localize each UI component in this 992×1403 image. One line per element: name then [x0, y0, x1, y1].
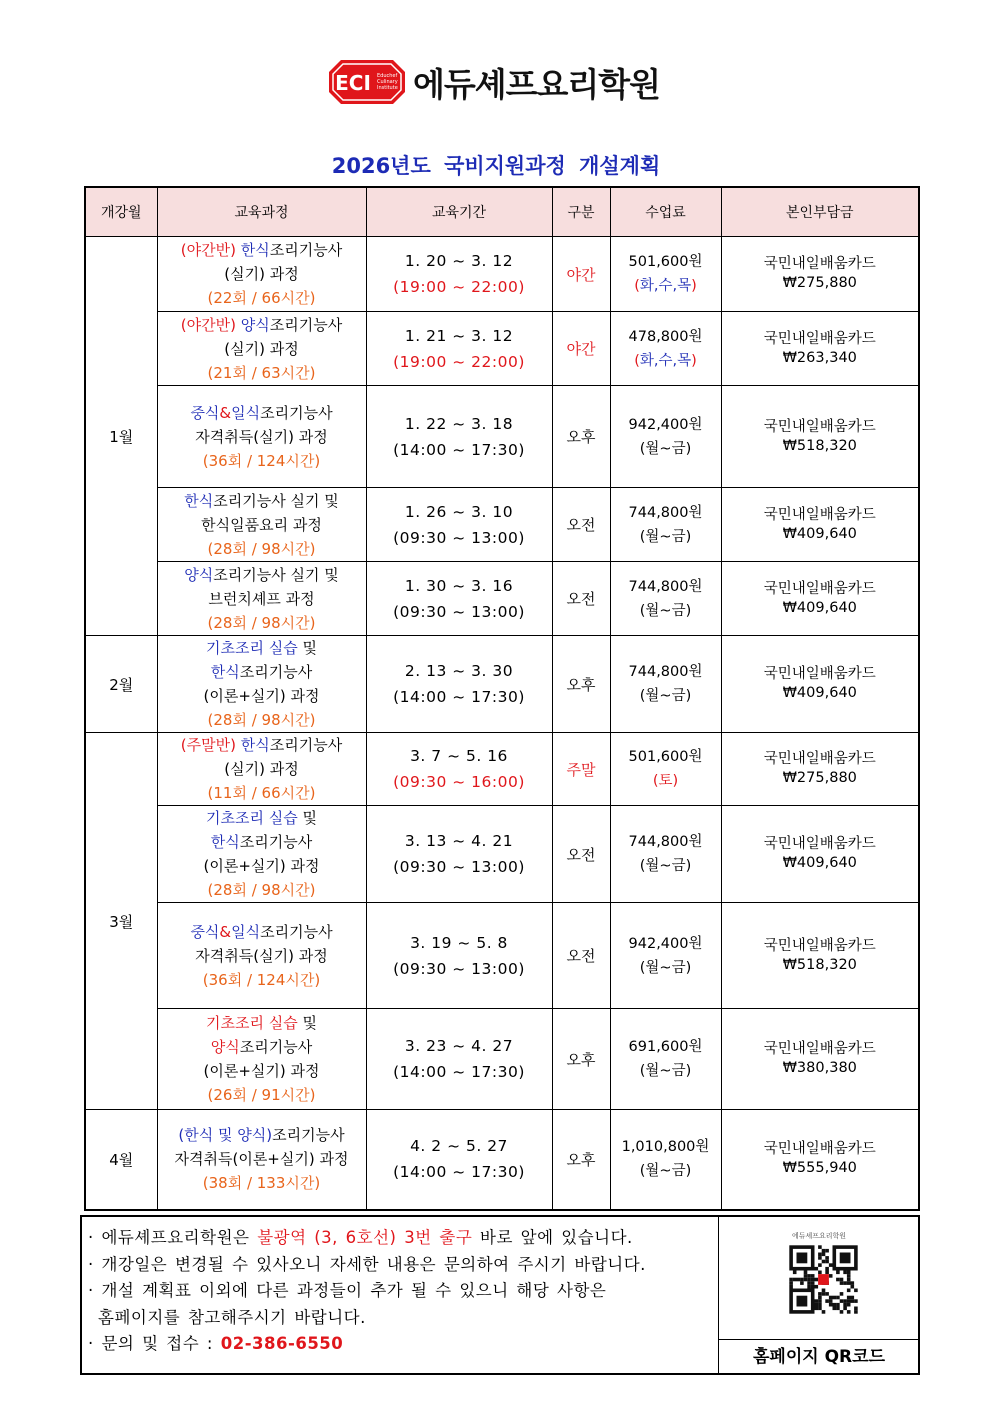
course-text: (11회 / 66시간)	[207, 784, 316, 802]
course-cell	[157, 237, 366, 312]
burden-cell	[721, 312, 919, 386]
card-label: 국민내일배움카드	[763, 330, 876, 347]
course-text: 일식	[231, 403, 261, 422]
period-dates: 2. 13 ~ 3. 30	[404, 662, 514, 680]
fee-cell	[610, 562, 721, 636]
period-time: (09:30 ~ 13:00)	[393, 959, 525, 978]
class-type-cell: 야간	[552, 312, 610, 386]
fee-cell	[610, 488, 721, 562]
course-cell	[157, 636, 366, 733]
month-cell: 2월	[85, 636, 157, 733]
course-line	[158, 708, 366, 732]
fee-cell	[610, 237, 721, 312]
course-text: 한식	[240, 736, 270, 754]
period-dates: 1. 20 ~ 3. 12	[404, 252, 514, 270]
period-dates: 1. 26 ~ 3. 10	[404, 502, 514, 521]
note-location	[88, 1225, 708, 1252]
course-text: 중식	[190, 403, 220, 422]
course-text: (21회 / 63시간)	[207, 363, 316, 382]
table-header-row	[85, 187, 919, 237]
course-text: (28회 / 98시간)	[207, 613, 316, 632]
class-days: (월~금)	[639, 858, 692, 874]
period-dates: 3. 13 ~ 4. 21	[404, 832, 514, 850]
course-line	[158, 449, 366, 473]
course-line	[158, 1123, 366, 1147]
course-cell	[157, 733, 366, 806]
burden-cell	[721, 1009, 919, 1110]
table-row	[85, 1009, 919, 1110]
period-cell	[366, 636, 552, 733]
fee-amount: 501,600원	[628, 254, 703, 270]
course-line	[158, 587, 366, 611]
card-label: 국민내일배움카드	[763, 666, 876, 682]
header-cell: 교육기간	[366, 187, 552, 237]
fee-cell	[610, 733, 721, 806]
course-text: 자격취득(실기) 과정	[195, 427, 328, 446]
period-dates: 3. 7 ~ 5. 16	[410, 747, 508, 765]
svg-text:Culinary: Culinary	[377, 79, 398, 85]
qr-code-icon[interactable]	[777, 1244, 870, 1315]
fee-cell	[610, 386, 721, 488]
class-days: (월~금)	[639, 602, 692, 619]
course-cell	[157, 488, 366, 562]
class-type-cell: 야간	[552, 237, 610, 312]
period-cell	[366, 312, 552, 386]
course-text: (22회 / 66시간)	[207, 289, 316, 307]
course-line	[158, 806, 366, 830]
course-text: (한식 및 양식)	[178, 1126, 273, 1145]
class-type-cell: 오후	[552, 636, 610, 733]
course-text: (28회 / 98시간)	[207, 539, 316, 558]
course-text: 기초조리 실습	[206, 1014, 298, 1032]
course-line	[158, 611, 366, 635]
svg-text:Educhef: Educhef	[377, 73, 398, 79]
period-time: (14:00 ~ 17:30)	[393, 440, 525, 459]
course-text: 한식	[184, 491, 214, 510]
course-text: 및	[297, 639, 317, 657]
course-text: 조리기능사	[260, 922, 333, 941]
course-text: 및	[297, 809, 317, 827]
course-text: 조리기능사	[260, 403, 333, 422]
course-text: 자격취득(이론+실기) 과정	[174, 1150, 349, 1169]
course-text: 양식	[184, 565, 214, 584]
burden-amount: ₩518,320	[782, 956, 857, 973]
period-dates: 1. 30 ~ 3. 16	[404, 576, 514, 595]
card-label: 국민내일배움카드	[763, 1141, 876, 1158]
course-line	[158, 1035, 366, 1059]
card-label: 국민내일배움카드	[763, 580, 876, 597]
table-row	[85, 806, 919, 903]
card-label: 국민내일배움카드	[763, 506, 876, 523]
course-text: (야간반)	[180, 315, 241, 334]
course-text: (주말반)	[180, 736, 241, 754]
table-row	[85, 733, 919, 806]
period-time: (09:30 ~ 13:00)	[393, 858, 525, 876]
fee-amount: 744,800원	[628, 578, 703, 595]
period-time: (19:00 ~ 22:00)	[393, 352, 525, 371]
header-cell: 구분	[552, 187, 610, 237]
course-text: 기초조리 실습	[206, 809, 298, 827]
header-cell: 본인부담금	[721, 187, 919, 237]
card-label: 국민내일배움카드	[763, 751, 876, 767]
course-text: 조리기능사	[239, 663, 313, 681]
fee-cell	[610, 903, 721, 1009]
course-line	[158, 537, 366, 561]
burden-amount: ₩409,640	[782, 525, 857, 542]
fee-cell	[610, 1110, 721, 1210]
svg-text:ECI: ECI	[335, 71, 371, 95]
class-type-cell: 오후	[552, 1110, 610, 1210]
course-line	[158, 361, 366, 385]
card-label: 국민내일배움카드	[763, 256, 876, 272]
course-line	[158, 401, 366, 425]
course-text: 한식	[210, 663, 240, 681]
class-days: (화,수,목)	[634, 278, 697, 294]
fee-cell	[610, 806, 721, 903]
course-line	[158, 1011, 366, 1035]
course-line	[158, 513, 366, 537]
burden-cell	[721, 733, 919, 806]
class-days: (월~금)	[639, 959, 692, 976]
burden-amount: ₩409,640	[782, 599, 857, 616]
notes-box	[80, 1215, 920, 1375]
burden-amount: ₩409,640	[782, 685, 857, 701]
note-schedule-change: · 개강일은 변경될 수 있사오니 자세한 내용은 문의하여 주시기 바랍니다.	[88, 1254, 646, 1274]
course-line	[158, 684, 366, 708]
course-line	[158, 968, 366, 992]
class-days: (토)	[652, 773, 679, 789]
fee-amount: 1,010,800원	[621, 1139, 710, 1156]
course-text: 브런치셰프 과정	[208, 589, 315, 608]
course-line	[158, 563, 366, 587]
table-row	[85, 562, 919, 636]
table-row	[85, 386, 919, 488]
course-line	[158, 238, 366, 262]
course-text: 조리기능사	[239, 1038, 313, 1056]
course-text: 한식	[240, 241, 270, 259]
table-row	[85, 1110, 919, 1210]
class-type-cell: 오전	[552, 488, 610, 562]
course-cell	[157, 312, 366, 386]
academy-logo	[327, 57, 660, 107]
fee-amount: 942,400원	[628, 935, 703, 952]
course-text: 조리기능사	[239, 833, 313, 851]
course-text: (28회 / 98시간)	[207, 881, 316, 899]
svg-text:Institute: Institute	[377, 85, 398, 91]
burden-amount: ₩409,640	[782, 855, 857, 871]
course-line	[158, 781, 366, 805]
period-dates: 1. 22 ~ 3. 18	[404, 414, 514, 433]
header-cell: 수업료	[610, 187, 721, 237]
course-cell	[157, 903, 366, 1009]
course-line	[158, 1171, 366, 1195]
note-contact	[88, 1331, 708, 1358]
fee-cell	[610, 312, 721, 386]
class-days: (월~금)	[639, 1163, 692, 1180]
course-text: 한식	[210, 833, 240, 851]
course-text: (실기) 과정	[224, 265, 299, 283]
period-cell	[366, 733, 552, 806]
period-cell	[366, 386, 552, 488]
note-text: · 에듀셰프요리학원은	[88, 1228, 258, 1247]
course-line	[158, 337, 366, 361]
fee-amount: 744,800원	[628, 664, 703, 680]
class-type-cell: 오후	[552, 386, 610, 488]
fee-amount: 942,400원	[628, 416, 703, 433]
burden-cell	[721, 386, 919, 488]
header-cell: 개강월	[85, 187, 157, 237]
course-line	[158, 313, 366, 337]
table-row	[85, 903, 919, 1009]
course-text: 기초조리 실습	[206, 639, 298, 657]
course-line	[158, 262, 366, 286]
period-time: (09:30 ~ 13:00)	[393, 528, 525, 547]
course-cell	[157, 1009, 366, 1110]
burden-cell	[721, 237, 919, 312]
table-row	[85, 237, 919, 312]
qr-top-label: 에듀셰프요리학원	[791, 1232, 847, 1240]
class-days: (화,수,목)	[634, 352, 697, 369]
academy-name: 에듀셰프요리학원	[413, 64, 661, 104]
schedule-body	[85, 237, 919, 1210]
month-cell: 3월	[85, 733, 157, 1110]
course-text: (이론+실기) 과정	[203, 687, 320, 705]
course-text: 양식	[210, 1038, 240, 1056]
month-cell: 1월	[85, 237, 157, 636]
class-days: (월~금)	[639, 1063, 692, 1079]
course-text: 조리기능사	[269, 241, 343, 259]
class-type-cell: 주말	[552, 733, 610, 806]
period-dates: 4. 2 ~ 5. 27	[410, 1137, 508, 1156]
course-line	[158, 425, 366, 449]
note-text: 바로 앞에 있습니다.	[472, 1228, 633, 1247]
burden-cell	[721, 636, 919, 733]
fee-amount: 501,600원	[628, 749, 703, 765]
burden-amount: ₩518,320	[782, 437, 857, 454]
class-type-cell: 오후	[552, 1009, 610, 1110]
eci-badge-icon	[327, 58, 407, 106]
period-dates: 1. 21 ~ 3. 12	[404, 326, 514, 345]
table-row	[85, 488, 919, 562]
course-line	[158, 920, 366, 944]
qr-caption: 홈페이지 QR코드	[719, 1339, 919, 1374]
course-text: 조리기능사	[272, 1126, 345, 1145]
period-time: (14:00 ~ 17:30)	[393, 1163, 525, 1182]
fee-cell	[610, 636, 721, 733]
course-text: 조리기능사	[269, 315, 343, 334]
course-text: 조리기능사	[269, 736, 343, 754]
burden-cell	[721, 562, 919, 636]
fee-amount: 744,800원	[628, 834, 703, 850]
course-text: 한식일품요리 과정	[201, 515, 322, 534]
course-text: (38회 / 133시간)	[202, 1174, 321, 1193]
course-text: (28회 / 98시간)	[207, 711, 316, 729]
course-line	[158, 854, 366, 878]
burden-cell	[721, 806, 919, 903]
qr-section	[718, 1217, 919, 1373]
period-cell	[366, 903, 552, 1009]
course-text: 양식	[240, 315, 270, 334]
note-additional-courses: · 개설 계획표 이외에 다른 과정들이 추가 될 수 있으니 해당 사항은	[88, 1281, 607, 1300]
fee-amount: 744,800원	[628, 504, 703, 521]
course-text: 조리기능사 실기 및	[213, 565, 339, 584]
class-days: (월~금)	[639, 528, 692, 545]
period-time: (09:30 ~ 16:00)	[393, 773, 525, 791]
course-cell	[157, 562, 366, 636]
fee-amount: 478,800원	[628, 328, 703, 345]
period-cell	[366, 1110, 552, 1210]
card-label: 국민내일배움카드	[763, 937, 876, 954]
course-text: (이론+실기) 과정	[203, 1062, 320, 1080]
burden-cell	[721, 488, 919, 562]
table-row	[85, 636, 919, 733]
course-line	[158, 1083, 366, 1107]
period-dates: 3. 19 ~ 5. 8	[410, 933, 508, 952]
burden-amount: ₩275,880	[782, 770, 857, 786]
burden-cell	[721, 1110, 919, 1210]
course-text: (이론+실기) 과정	[203, 857, 320, 875]
course-line	[158, 1147, 366, 1171]
fee-amount: 691,600원	[628, 1039, 703, 1055]
course-text: 및	[297, 1014, 317, 1032]
period-cell	[366, 237, 552, 312]
station-highlight: 불광역 (3, 6호선) 3번 출구	[257, 1228, 473, 1247]
course-line	[158, 944, 366, 968]
course-cell	[157, 386, 366, 488]
course-line	[158, 636, 366, 660]
period-dates: 3. 23 ~ 4. 27	[404, 1037, 514, 1055]
class-type-cell: 오전	[552, 562, 610, 636]
table-row	[85, 312, 919, 386]
course-text: (실기) 과정	[224, 339, 299, 358]
fee-cell	[610, 1009, 721, 1110]
schedule-table	[84, 186, 920, 1211]
course-text: (26회 / 91시간)	[207, 1086, 316, 1104]
course-line	[158, 286, 366, 310]
period-cell	[366, 562, 552, 636]
course-text: 일식	[231, 922, 261, 941]
course-text: 조리기능사 실기 및	[213, 491, 339, 510]
contact-label: · 문의 및 접수 :	[88, 1334, 221, 1353]
period-time: (19:00 ~ 22:00)	[393, 278, 525, 296]
card-label: 국민내일배움카드	[763, 836, 876, 852]
card-label: 국민내일배움카드	[763, 1041, 876, 1057]
period-time: (09:30 ~ 13:00)	[393, 602, 525, 621]
header-cell: 교육과정	[157, 187, 366, 237]
month-cell: 4월	[85, 1110, 157, 1210]
phone-number[interactable]: 02-386-6550	[220, 1334, 344, 1353]
course-line	[158, 830, 366, 854]
course-line	[158, 757, 366, 781]
page-title: 2026년도 국비지원과정 개설계획	[331, 154, 661, 178]
note-homepage: 홈페이지를 참고해주시기 바랍니다.	[98, 1307, 366, 1327]
course-line	[158, 733, 366, 757]
burden-cell	[721, 903, 919, 1009]
card-label: 국민내일배움카드	[763, 418, 876, 435]
class-days: (월~금)	[639, 688, 692, 704]
period-cell	[366, 806, 552, 903]
course-text: 자격취득(실기) 과정	[195, 946, 328, 965]
burden-amount: ₩275,880	[782, 275, 857, 291]
course-cell	[157, 1110, 366, 1210]
course-text: &	[219, 403, 232, 422]
course-line	[158, 660, 366, 684]
period-time: (14:00 ~ 17:30)	[393, 688, 525, 706]
burden-amount: ₩263,340	[782, 349, 857, 366]
class-days: (월~금)	[639, 440, 692, 457]
burden-amount: ₩380,380	[782, 1060, 857, 1076]
course-line	[158, 878, 366, 902]
course-line	[158, 489, 366, 513]
course-text: 중식	[190, 922, 220, 941]
burden-amount: ₩555,940	[782, 1160, 857, 1177]
period-time: (14:00 ~ 17:30)	[393, 1063, 525, 1081]
period-cell	[366, 1009, 552, 1110]
course-line	[158, 1059, 366, 1083]
course-text: (36회 / 124시간)	[202, 451, 321, 470]
course-text: (실기) 과정	[224, 760, 299, 778]
period-cell	[366, 488, 552, 562]
notes-text	[88, 1225, 708, 1358]
course-text: &	[219, 922, 232, 941]
class-type-cell: 오전	[552, 806, 610, 903]
class-type-cell: 오전	[552, 903, 610, 1009]
course-cell	[157, 806, 366, 903]
course-text: (야간반)	[180, 241, 241, 259]
course-text: (36회 / 124시간)	[202, 970, 321, 989]
